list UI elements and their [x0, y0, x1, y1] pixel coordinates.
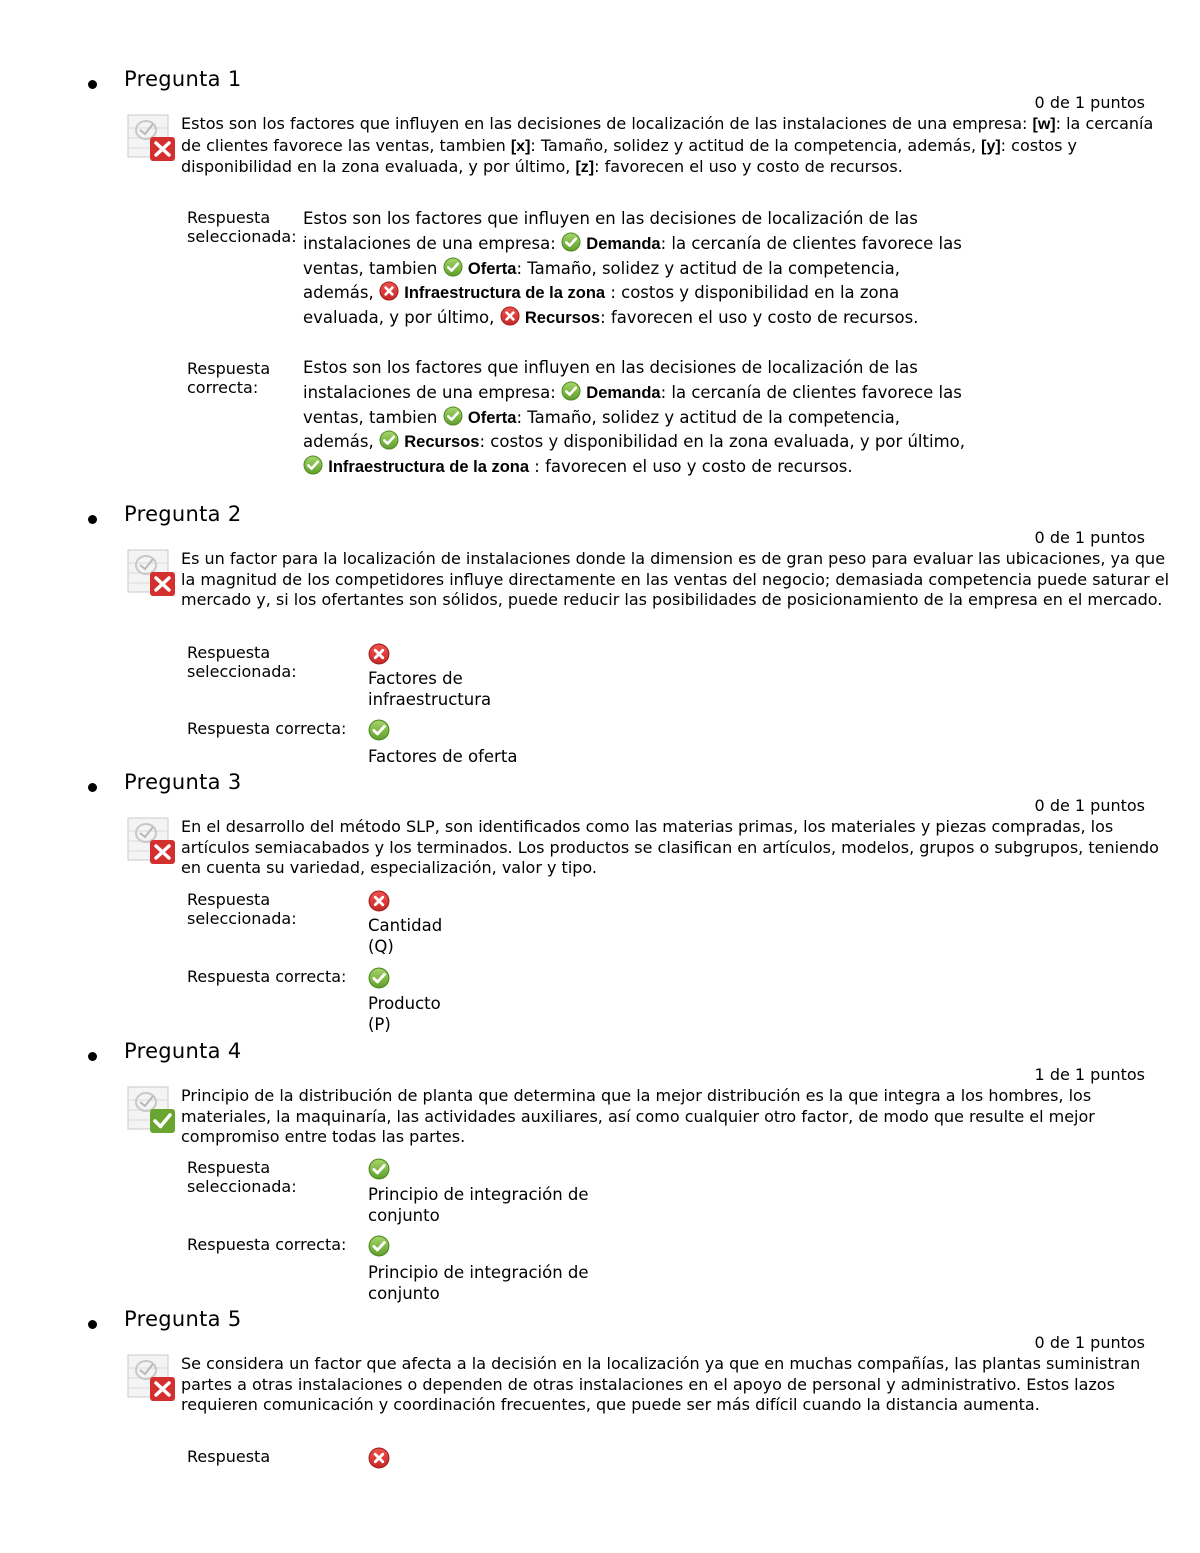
blank-y: [y]	[981, 137, 1001, 155]
question-text: Es un factor para la localización de instalaciones donde la dimension es de gran peso para evaluar las ubicaciones, ya que la magnitud de los competidores influye directamente en las ventas del negocio; demasiada competencia puede saturar el mercado y, si los ofertantes son sólidos, puede reducir las posibilidades de posicionamiento de la empresa en el mercado.	[181, 549, 1170, 609]
correct-answer-value: Producto (P)	[368, 994, 441, 1034]
check-circle-icon	[303, 455, 323, 475]
selected-answer-text: Estos son los factores que influyen en las decisiones de localización de las instalaciones de una empresa: Demanda: la cercanía de clientes favorece las ventas, tambien Oferta: Tamaño, solidez y actitud de la competencia, además, Infraestructura de la zona : costos y disponibilidad en la zona evaluada, y por último, Recursos: favorecen el uso y costo de recursos.	[303, 209, 962, 328]
question-incorrect-icon	[126, 815, 178, 867]
question-title: Pregunta 4	[124, 1039, 242, 1063]
x-circle-icon	[368, 1447, 390, 1469]
question-incorrect-icon	[126, 547, 178, 599]
selected-answer-label: Respuesta seleccionada:	[187, 208, 297, 246]
selected-answer-value: Factores de infraestructura	[368, 669, 492, 709]
question-incorrect-icon	[126, 1352, 178, 1404]
x-circle-icon	[368, 643, 390, 665]
check-circle-icon	[443, 406, 463, 426]
blank-x: [x]	[510, 137, 531, 155]
question-title: Pregunta 2	[124, 502, 242, 526]
question-text: En el desarrollo del método SLP, son identificados como las materias primas, los materiales y piezas compradas, los artículos semiacabados y los terminados. Los productos se clasifican en artículos, modelos, grupos o subgrupos, teniendo en cuenta su variedad, especialización, valor y tipo.	[181, 817, 1159, 877]
question-score: 0 de 1 puntos	[1034, 796, 1145, 815]
bullet-icon	[88, 1320, 97, 1329]
check-circle-icon	[561, 381, 581, 401]
question-text: Estos son los factores que influyen en las decisiones de localización de las instalaciones de una empresa: [w]: la cercanía de clientes favorece las ventas, tambien [x]: Tamaño, solidez y actitud de la competencia, además, [y]: costos y disponibilidad en la zona evaluada, y por último, [z]: favorecen el uso y costo de recursos.	[181, 114, 1154, 176]
blank-w: [w]	[1032, 116, 1056, 133]
x-circle-icon	[500, 306, 520, 326]
selected-answer-value: Cantidad (Q)	[368, 916, 443, 956]
x-circle-icon	[379, 281, 399, 301]
correct-answer-value: Factores de oferta	[368, 747, 518, 766]
bullet-icon	[88, 515, 97, 524]
question-correct-icon	[126, 1084, 178, 1136]
bullet-icon	[88, 80, 97, 89]
blank-z: [z]	[575, 159, 595, 176]
question-text: Principio de la distribución de planta que determina que la mejor distribución es la que integra a los hombres, los materiales, la maquinaría, las actividades auxiliares, así como cualquier otro factor, de modo que resulte el mejor compromiso entre todas las partes.	[181, 1086, 1095, 1146]
correct-answer-value: Principio de integración de conjunto	[368, 1263, 589, 1303]
selected-answer-label: Respuesta seleccionada:	[187, 1158, 297, 1196]
check-circle-icon	[368, 1158, 390, 1180]
question-score: 0 de 1 puntos	[1034, 528, 1145, 547]
correct-answer-label: Respuesta correcta:	[187, 359, 271, 397]
question-score: 1 de 1 puntos	[1034, 1065, 1145, 1084]
question-text: Se considera un factor que afecta a la decisión en la localización ya que en muchas compañías, las plantas suministran partes a otras instalaciones o dependen de otras instalaciones en el apoyo de personal y administrativo. Estos lazos requieren comunicación y coordinación frecuentes, que puede ser más difícil cuando la distancia aumenta.	[181, 1354, 1141, 1414]
selected-answer-label: Respuesta seleccionada:	[187, 890, 297, 928]
correct-answer-label: Respuesta correcta:	[187, 719, 347, 738]
selected-answer-value: Principio de integración de conjunto	[368, 1185, 589, 1225]
question-title: Pregunta 5	[124, 1307, 242, 1331]
bullet-icon	[88, 1052, 97, 1061]
question-title: Pregunta 3	[124, 770, 242, 794]
x-circle-icon	[368, 890, 390, 912]
selected-answer-label: Respuesta	[187, 1447, 271, 1466]
correct-answer-text: Estos son los factores que influyen en las decisiones de localización de las instalaciones de una empresa: Demanda: la cercanía de clientes favorece las ventas, tambien Oferta: Tamaño, solidez y actitud de la competencia, además, Recursos: costos y disponibilidad en la zona evaluada, y por último, Infraestructura de la zona : favorecen el uso y costo de recursos.	[303, 358, 965, 477]
correct-answer-label: Respuesta correcta:	[187, 1235, 347, 1254]
correct-answer-label: Respuesta correcta:	[187, 967, 347, 986]
question-score: 0 de 1 puntos	[1034, 1333, 1145, 1352]
bullet-icon	[88, 783, 97, 792]
check-circle-icon	[443, 257, 463, 277]
check-circle-icon	[561, 232, 581, 252]
check-circle-icon	[379, 430, 399, 450]
question-score: 0 de 1 puntos	[1034, 93, 1145, 112]
check-circle-icon	[368, 1235, 390, 1257]
selected-answer-label: Respuesta seleccionada:	[187, 643, 297, 681]
question-incorrect-icon	[126, 112, 178, 164]
check-circle-icon	[368, 719, 390, 741]
question-title: Pregunta 1	[124, 67, 242, 91]
check-circle-icon	[368, 967, 390, 989]
